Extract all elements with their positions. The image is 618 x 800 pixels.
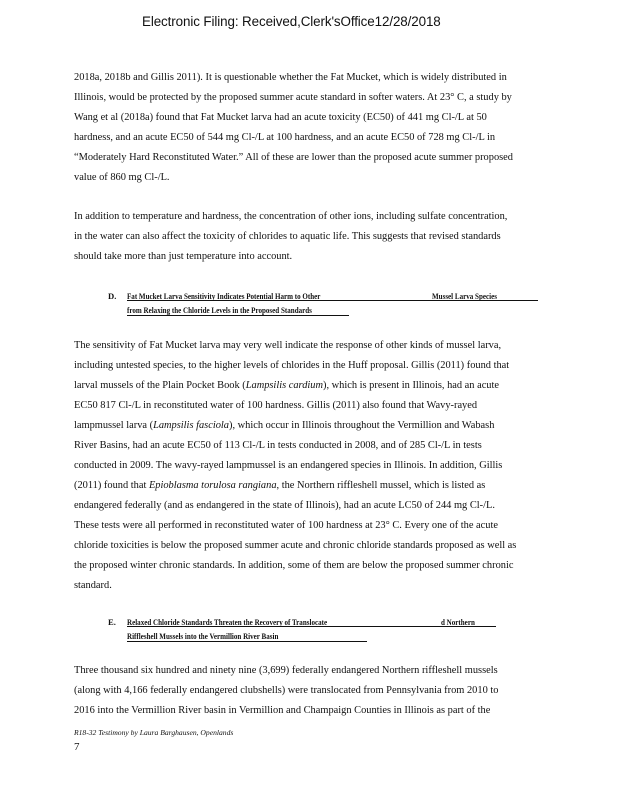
- text-line: EC50 817 Cl-/L in reconstituted water of 100 hardness. Gillis (2011) also found that Wavy-rayed: [74, 400, 478, 411]
- section-heading-d-line1: Fat Mucket Larva Sensitivity Indicates Potential Harm to Other: [127, 291, 321, 301]
- text-run: (2011) found that: [74, 480, 149, 491]
- text-line: 2018a, 2018b and Gillis 2011). It is questionable whether the Fat Mucket, which is widely distributed in: [74, 72, 507, 83]
- heading-d-underline: [127, 300, 538, 301]
- section-heading-d-line1-end: Mussel Larva Species: [432, 291, 497, 301]
- text-line: Wang et al (2018a) found that Fat Mucket larva had an acute toxicity (EC50) of 441 mg Cl-/L at 50: [74, 112, 487, 123]
- paragraph-fat-mucket-toxicity: [74, 68, 552, 188]
- text-line: [74, 476, 552, 496]
- text-line: 2016 into the Vermillion River basin in Vermillion and Champaign Counties in Illinois as part of the: [74, 705, 491, 716]
- text-line: conducted in 2009. The wavy-rayed lampmussel is an endangered species in Illinois. In addition, Gillis: [74, 460, 503, 471]
- paragraph-other-ions: [74, 207, 552, 267]
- text-line: should take more than just temperature into account.: [74, 251, 293, 262]
- footer-citation: R18-32 Testimony by Laura Barghausen, Openlands: [74, 728, 234, 737]
- text-line: The sensitivity of Fat Mucket larva may very well indicate the response of other kinds of mussel larva,: [74, 340, 502, 351]
- text-line: In addition to temperature and hardness, the concentration of other ions, including sulfate concentration,: [74, 211, 508, 222]
- text-line: [74, 376, 552, 396]
- text-line: [74, 416, 552, 436]
- filing-header: Electronic Filing: Received,Clerk'sOffice12/28/2018: [142, 14, 441, 29]
- text-line: (along with 4,166 federally endangered clubshells) were translocated from Pennsylvania from 2010 to: [74, 685, 499, 696]
- text-line: including untested species, to the higher levels of chlorides in the Huff proposal. Gillis (2011) found that: [74, 360, 510, 371]
- text-run: lampmussel larva (: [74, 420, 154, 431]
- text-line: in the water can also affect the toxicity of chlorides to aquatic life. This suggests that revised standards: [74, 231, 501, 242]
- species-name: Epioblasma torulosa rangiana: [148, 480, 277, 491]
- text-line: These tests were all performed in reconstituted water of 100 hardness at 23° C. Every one of the acute: [74, 520, 498, 531]
- paragraph-mussel-sensitivity: [74, 336, 552, 596]
- heading-d-underline-2: [127, 315, 349, 316]
- heading-e-underline: [127, 626, 496, 627]
- species-name: Lampsilis fasciola: [153, 420, 229, 431]
- section-heading-e-line1-end: d Northern: [441, 617, 475, 627]
- text-line: endangered federally (and as endangered in the state of Illinois), had an acute LC50 of 244 mg Cl-/L.: [74, 500, 495, 511]
- section-heading-e-line2: Riffleshell Mussels into the Vermillion River Basin: [127, 631, 279, 641]
- text-line: Illinois, would be protected by the proposed summer acute standard in softer waters. At 23° C, a study by: [74, 92, 512, 103]
- text-line: River Basins, had an acute EC50 of 113 Cl-/L in tests conducted in 2008, and of 285 Cl-/L in tests: [74, 440, 482, 451]
- section-heading-e-line1: Relaxed Chloride Standards Threaten the Recovery of Translocate: [127, 617, 328, 627]
- text-run: , the Northern riffleshell mussel, which is listed as: [276, 480, 486, 491]
- text-run: ), which is present in Illinois, had an acute: [322, 380, 500, 391]
- text-line: standard.: [74, 580, 112, 591]
- text-run: larval mussels of the Plain Pocket Book (: [74, 380, 246, 391]
- text-line: the proposed winter chronic standards. In addition, some of them are below the proposed summer chronic: [74, 560, 514, 571]
- section-heading-d-letter: D.: [108, 291, 117, 301]
- text-line: value of 860 mg Cl-/L.: [74, 172, 170, 183]
- section-heading-d-line2: from Relaxing the Chloride Levels in the Proposed Standards: [127, 305, 312, 315]
- text-line: chloride toxicities is below the proposed summer acute and chronic chloride standards proposed as well as: [74, 540, 517, 551]
- section-heading-e-letter: E.: [108, 617, 116, 627]
- heading-e-underline-2: [127, 641, 367, 642]
- text-line: Three thousand six hundred and ninety nine (3,699) federally endangered Northern riffleshell mussels: [74, 665, 498, 676]
- paragraph-riffleshell-translocation: [74, 661, 552, 721]
- text-line: hardness, and an acute EC50 of 544 mg Cl-/L at 100 hardness, and an acute EC50 of 728 mg Cl-/L in: [74, 132, 496, 143]
- text-run: ), which occur in Illinois throughout the Vermillion and Wabash: [228, 420, 495, 431]
- text-line: “Moderately Hard Reconstituted Water.” All of these are lower than the proposed acute summer proposed: [74, 152, 513, 163]
- species-name: Lampsilis cardium: [245, 380, 323, 391]
- page-number: 7: [74, 741, 80, 753]
